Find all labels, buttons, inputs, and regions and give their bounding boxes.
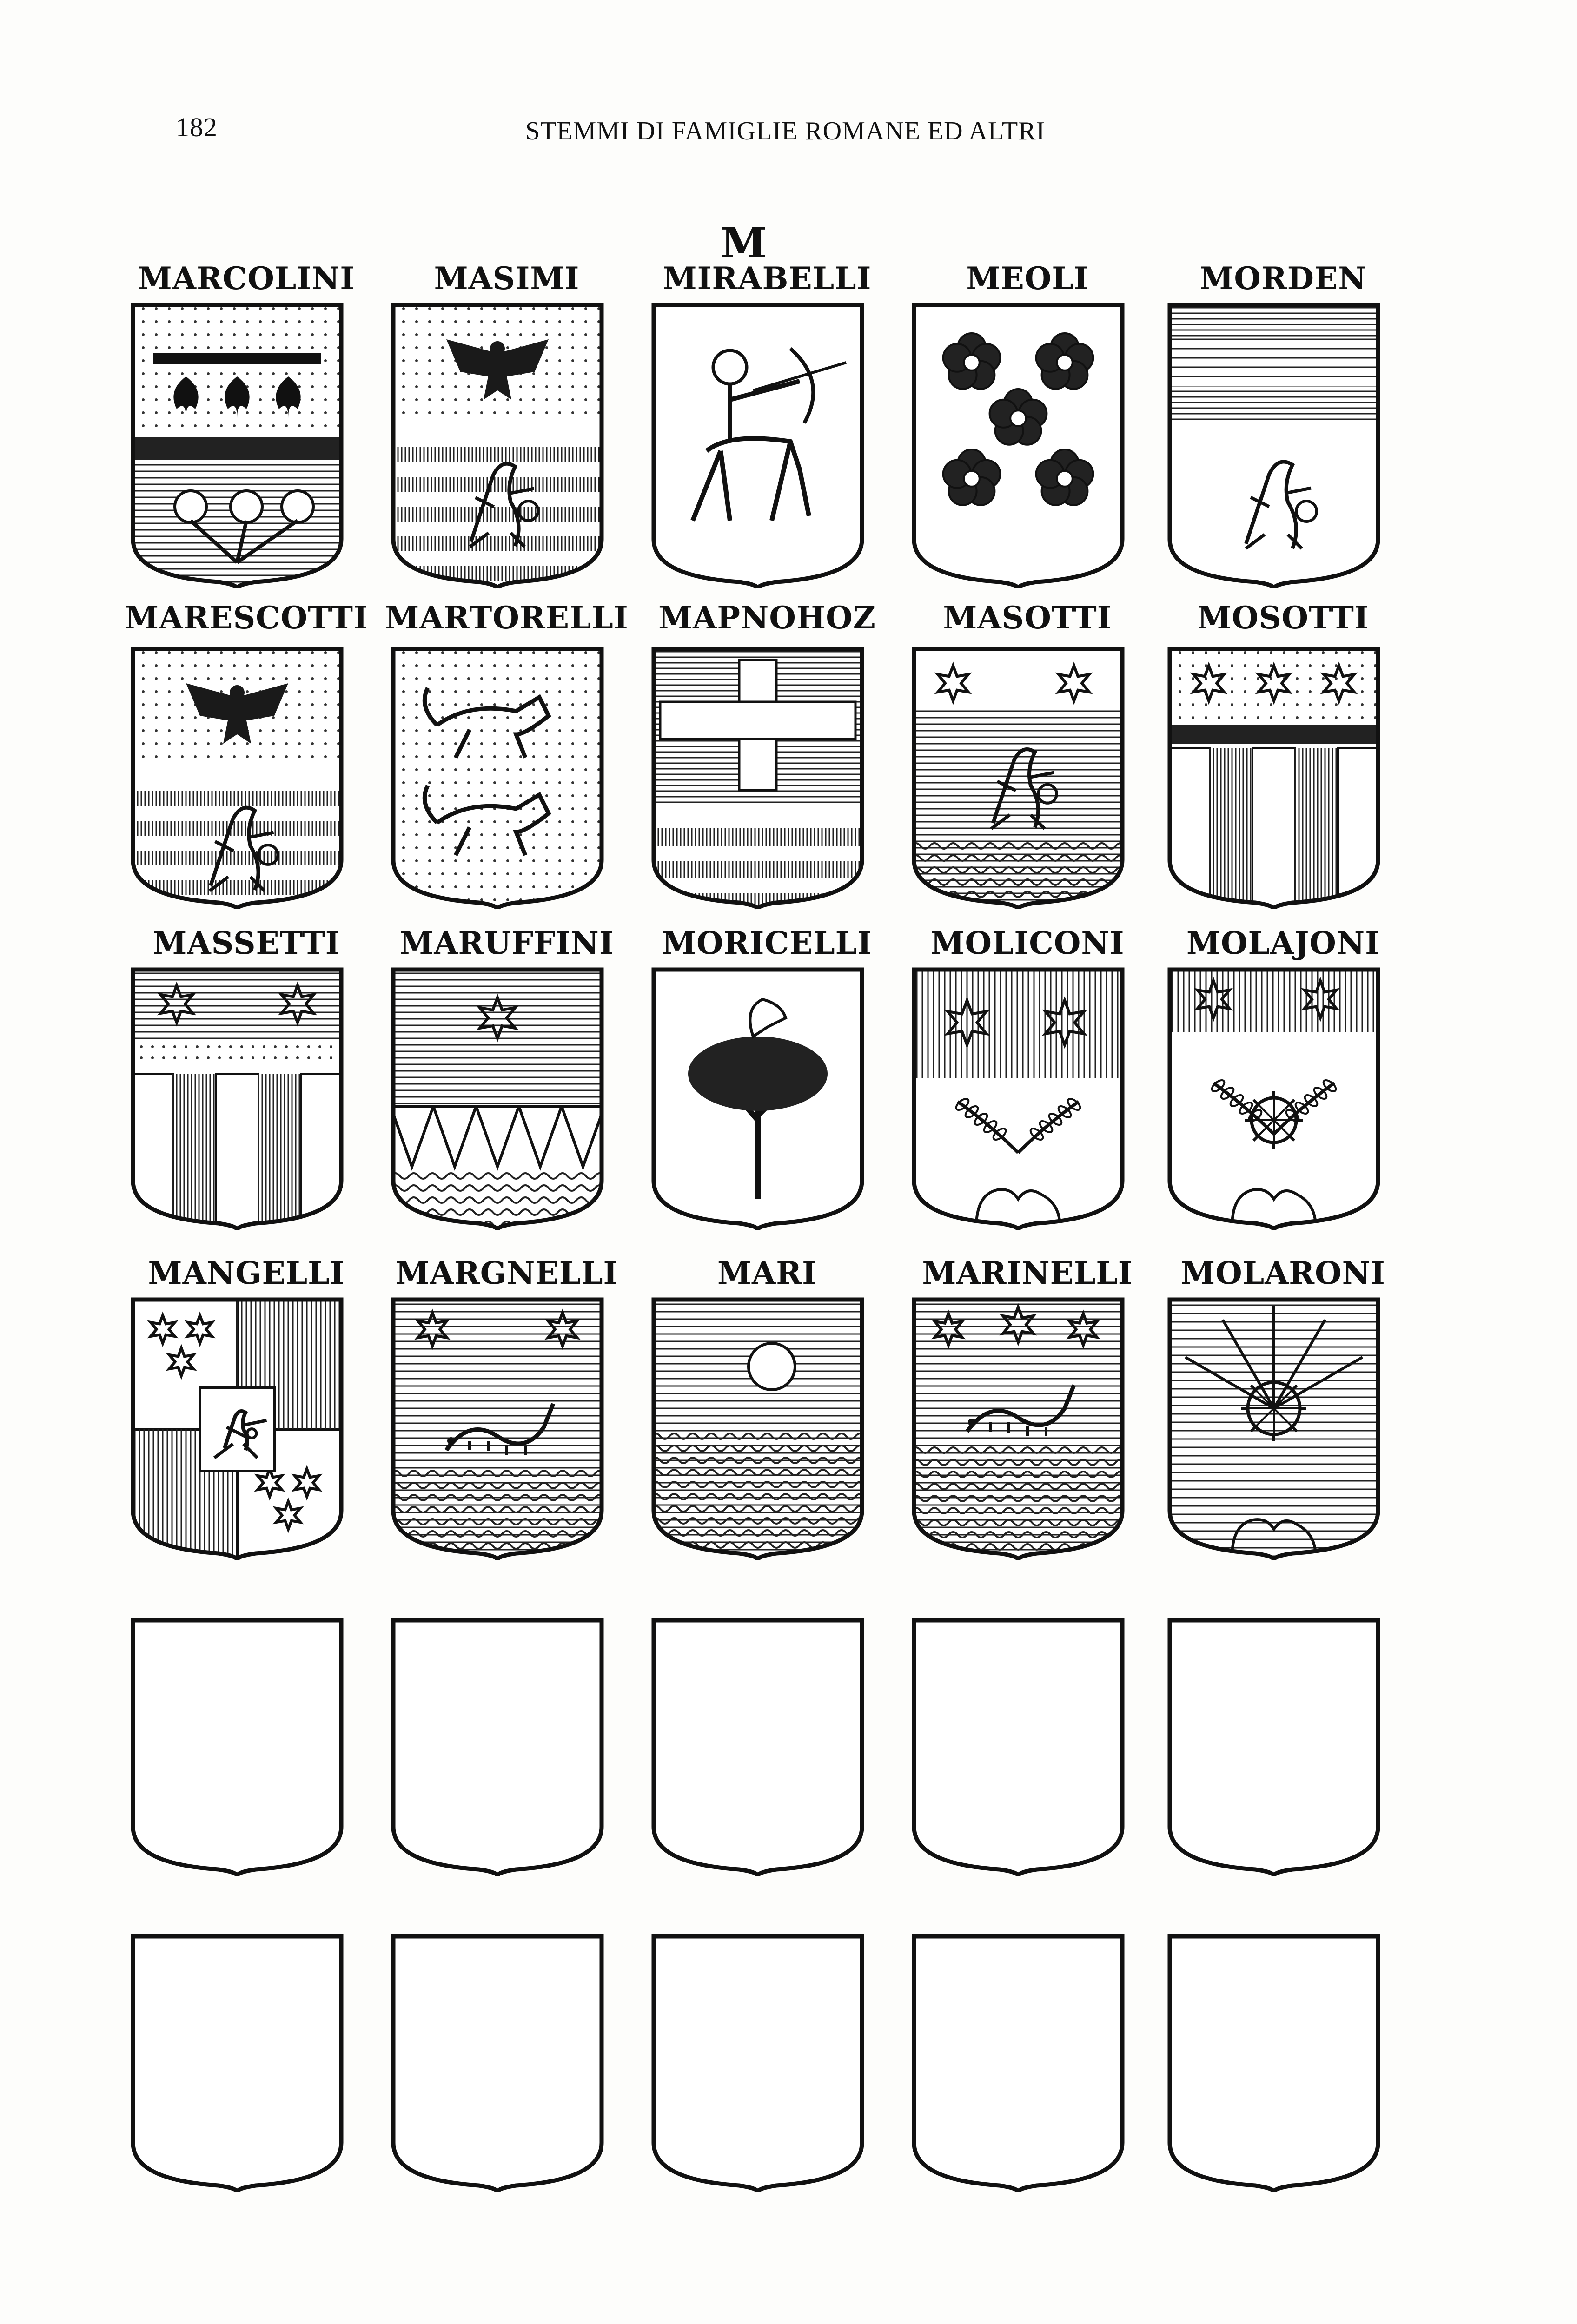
heraldic-shield-icon xyxy=(651,967,865,1232)
family-name: MEOLI xyxy=(966,260,1089,297)
blank-shield-icon xyxy=(130,1618,344,1878)
family-name: MARUFFINI xyxy=(399,925,614,961)
family-name: MORICELLI xyxy=(662,925,872,961)
blank-shield-icon xyxy=(911,1934,1125,2194)
page-number: 182 xyxy=(176,112,218,142)
family-name: MAPNOHOZ xyxy=(658,600,876,636)
running-title: STEMMI DI FAMIGLIE ROMANE ED ALTRI xyxy=(525,117,1046,145)
heraldic-shield-icon xyxy=(130,967,344,1232)
family-name: MOLARONI xyxy=(1181,1255,1385,1291)
heraldic-shield-icon xyxy=(911,302,1125,590)
family-name: MIRABELLI xyxy=(663,260,872,297)
heraldic-shield-icon xyxy=(651,646,865,911)
heraldic-shield-icon xyxy=(651,1297,865,1562)
blank-shield-icon xyxy=(651,1934,865,2194)
heraldic-shield-icon xyxy=(1167,646,1381,911)
blank-shield-icon xyxy=(1167,1934,1381,2194)
family-name: MARINELLI xyxy=(922,1255,1133,1291)
heraldic-shield-icon xyxy=(1167,302,1381,590)
heraldic-shield-icon xyxy=(911,646,1125,911)
heraldic-shield-icon xyxy=(130,646,344,911)
family-name: MARI xyxy=(717,1255,817,1291)
section-letter: M xyxy=(721,218,767,268)
family-name: MANGELLI xyxy=(148,1255,345,1291)
blank-shield-icon xyxy=(1167,1618,1381,1878)
heraldic-shield-icon xyxy=(130,302,344,590)
heraldic-shield-icon xyxy=(391,1297,604,1562)
heraldic-shield-icon xyxy=(391,967,604,1232)
family-name: MARGNELLI xyxy=(395,1255,618,1291)
family-name: MARTORELLI xyxy=(385,600,629,636)
family-name: MOSOTTI xyxy=(1197,600,1369,636)
family-name: MASOTTI xyxy=(943,600,1112,636)
heraldic-shield-icon xyxy=(130,1297,344,1562)
heraldic-shield-icon xyxy=(911,967,1125,1232)
family-name: MASSETTI xyxy=(152,925,340,961)
blank-shield-icon xyxy=(391,1618,604,1878)
blank-shield-icon xyxy=(651,1618,865,1878)
heraldic-shield-icon xyxy=(651,302,865,590)
family-name: MOLAJONI xyxy=(1186,925,1380,961)
family-name: MARESCOTTI xyxy=(125,600,368,636)
heraldic-shield-icon xyxy=(391,646,604,911)
family-name: MORDEN xyxy=(1199,260,1367,297)
family-name: MOLICONI xyxy=(930,925,1125,961)
heraldic-shield-icon xyxy=(1167,1297,1381,1562)
heraldic-shield-icon xyxy=(1167,967,1381,1232)
blank-shield-icon xyxy=(911,1618,1125,1878)
heraldic-shield-icon xyxy=(391,302,604,590)
heraldic-shield-icon xyxy=(911,1297,1125,1562)
family-name: MARCOLINI xyxy=(138,260,355,297)
family-name: MASIMI xyxy=(434,260,580,297)
blank-shield-icon xyxy=(130,1934,344,2194)
blank-shield-icon xyxy=(391,1934,604,2194)
